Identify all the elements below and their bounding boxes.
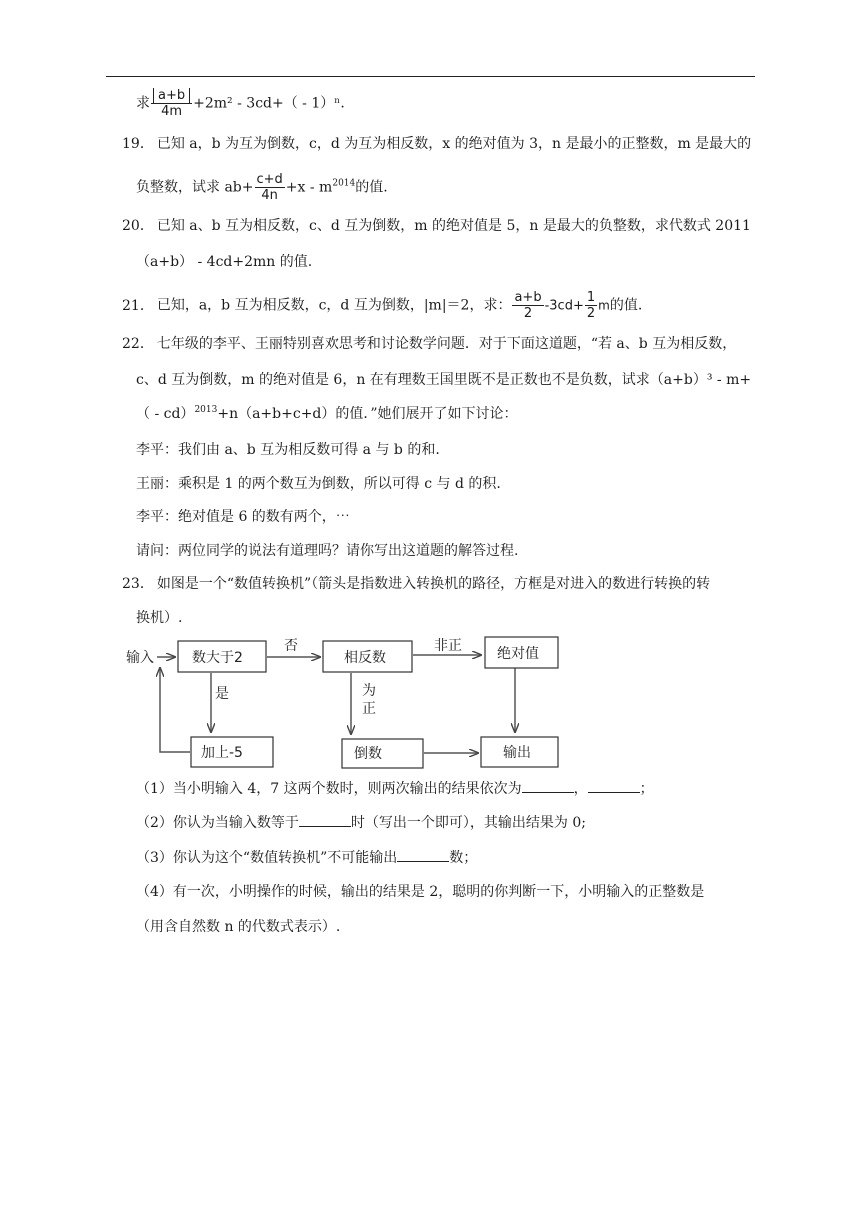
q20-number: 20．: [122, 218, 154, 234]
q23-p1-text: （1）当小明输入 4，7 这两个数时，则两次输出的结果依次为: [136, 781, 522, 797]
q23-p3-text-a: （3）你认为这个“数值转换机”不可能输出: [136, 850, 398, 866]
q19-text1: 已知 a，b 为互为倒数，c，d 为互为相反数，x 的绝对值为 3，n 是最小的正整数，m 是最大的: [156, 136, 752, 152]
label-negate: 相反数: [344, 650, 386, 666]
q22-line6: 李平：绝对值是 6 的数有两个，⋯: [136, 509, 350, 525]
label-input: 输入: [126, 650, 154, 666]
q23-part4-line1: （4）有一次，小明操作的时候，输出的结果是 2，聪明的你判断一下，小明输入的正整数是: [136, 884, 705, 900]
q23-text1: 如图是一个“数值转换机”（箭头是指数进入转换机的路径，方框是对进入的数进行转换的转: [156, 576, 711, 592]
q21-end: 的值.: [609, 297, 643, 314]
q21-number: 21．: [122, 297, 154, 314]
label-add-minus-5: 加上-5: [201, 745, 243, 761]
q22-line5: 王丽：乘积是 1 的两个数互为倒数，所以可得 c 与 d 的积.: [136, 476, 501, 492]
q22-text3a: （ - cd）: [136, 406, 195, 422]
q22-text1: 七年级的李平、王丽特别喜欢思考和讨论数学问题．对于下面这道题，“若 a、b 互为相反数，: [156, 336, 737, 352]
q20-text1: 已知 a、b 互为相反数，c、d 互为倒数，m 的绝对值是 5，n 是最大的负整数，求代数式 2011: [156, 218, 751, 234]
prev-frac-num: a+b: [153, 88, 190, 103]
q20-line2: （a+b） - 4cd+2mn 的值.: [136, 254, 313, 270]
q22-line4: 李平：我们由 a、b 互为相反数可得 a 与 b 的和.: [136, 442, 440, 458]
label-gt2: 数大于2: [192, 650, 243, 666]
q22-exponent: 2013: [194, 405, 218, 415]
q21-f2-den: 2: [586, 306, 596, 321]
answer-blank-1[interactable]: [522, 778, 574, 793]
answer-blank-4[interactable]: [397, 847, 449, 862]
q23-p1-sep: ，: [573, 781, 588, 797]
q23-p3-text-b: 数；: [449, 850, 478, 866]
q23-part3: [136, 847, 477, 868]
label-abs: 绝对值: [497, 646, 539, 662]
q19-text2c: 的值.: [355, 179, 388, 196]
prev-frac-den: 4m: [161, 104, 183, 119]
q22-line2: c、d 互为倒数，m 的绝对值是 6，n 在有理数王国里既不是正数也不是负数，试求（a+b）³ - m+: [136, 372, 752, 388]
q21-f1-den: 2: [523, 306, 533, 321]
arrow-loop-back: [160, 668, 190, 752]
answer-blank-2[interactable]: [588, 778, 640, 793]
label-no: 否: [284, 638, 298, 654]
q19-text2a: 负整数，试求 ab+: [136, 179, 254, 196]
q21-text: 已知，a，b 互为相反数，c，d 互为倒数，|m|＝2，求：: [156, 297, 512, 314]
q23-p2-text-b: 时（写出一个即可），其输出结果为 0;: [350, 815, 586, 831]
label-yes: 是: [215, 686, 229, 702]
q23-p1-end: ；: [639, 781, 654, 797]
label-is-pos-1: 为: [362, 683, 376, 699]
prev-tail: +2m² - 3cd+（ - 1）ⁿ.: [193, 95, 345, 112]
q23-part2: [136, 812, 586, 833]
q22-number: 22．: [122, 336, 154, 352]
q21-var: m: [598, 298, 610, 313]
q23-p2-text-a: （2）你认为当输入数等于: [136, 815, 299, 831]
q23-part1: [136, 778, 654, 799]
q19-number: 19．: [122, 136, 154, 152]
q19-frac-num: c+d: [256, 172, 283, 187]
q21-mid: -3cd+: [544, 298, 584, 314]
q22-line7: 请问：两位同学的说法有道理吗？请你写出这道题的解答过程.: [136, 543, 519, 559]
label-not-positive: 非正: [434, 638, 462, 654]
q19-text2b: +x - m: [285, 179, 333, 196]
q21-f1-num: a+b: [514, 290, 542, 305]
q19-exponent: 2014: [332, 178, 356, 189]
q21-f2-num: 1: [586, 290, 596, 305]
q19-frac-den: 4n: [261, 188, 278, 203]
answer-blank-3[interactable]: [299, 812, 351, 827]
prev-lead: 求: [136, 95, 150, 112]
q23-line2: 换机）.: [136, 610, 183, 626]
label-output: 输出: [503, 745, 531, 761]
q22-text3b: +n（a+b+c+d）的值．”她们展开了如下讨论：: [217, 406, 518, 422]
q23-number: 23．: [122, 576, 154, 592]
q23-part4-line2: （用含自然数 n 的代数式表示）.: [136, 919, 341, 935]
label-recip: 倒数: [354, 746, 382, 762]
label-is-pos-2: 正: [362, 701, 376, 717]
